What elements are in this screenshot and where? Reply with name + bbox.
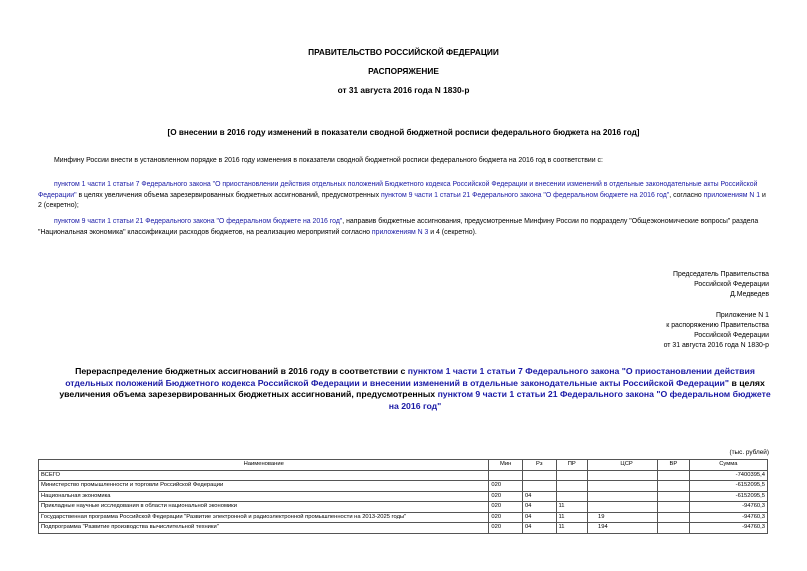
cell-sum: -94760,3 (689, 523, 767, 534)
title-text: Перераспределение бюджетных ассигнований в 2016 году в соответствии с (75, 366, 408, 376)
cell-rz: 04 (522, 512, 556, 523)
cell-pr: 11 (556, 502, 588, 513)
cell-sum: -94760,3 (689, 512, 767, 523)
paragraph-text: , направив бюджетные ассигнования, предусмотренные Минфину России по подразделу "Общеэкономические вопросы" раздела "Национальная экономика" классификации расходов бюджетов, на реализацию мероприятий согласно (38, 218, 759, 236)
cell-name: Прикладные научные исследования в области национальной экономики (39, 502, 489, 513)
table-row (39, 470, 768, 481)
col-sum-header: Сумма (689, 460, 767, 471)
cell-sum: -6152095,5 (689, 491, 767, 502)
cell-rz: 04 (522, 502, 556, 513)
signature-country: Российской Федерации (694, 281, 769, 288)
cell-min: 020 (489, 523, 523, 534)
table-row (39, 502, 768, 513)
cell-pr: 11 (556, 512, 588, 523)
cell-rz: 04 (522, 523, 556, 534)
cell-vr (658, 512, 690, 523)
cell-pr: 11 (556, 523, 588, 534)
cell-vr (658, 502, 690, 513)
cell-csr (588, 470, 658, 481)
table-header-row (39, 460, 768, 471)
col-min-header: Мин (489, 460, 523, 471)
appendix-1-link[interactable]: приложениям N 1 (703, 191, 761, 199)
appendix-ref-2: Российской Федерации (694, 332, 769, 339)
cell-pr (556, 470, 588, 481)
cell-name: ВСЕГО (39, 470, 489, 481)
paragraph-text: и 2 (секретно); (38, 191, 766, 209)
col-name-header: Наименование (39, 460, 489, 471)
document-date-number: от 31 августа 2016 года N 1830-р (337, 85, 470, 95)
appendix-date: от 31 августа 2016 года N 1830-р (663, 342, 769, 349)
budget-table (38, 459, 768, 534)
col-rz-header: Рз (522, 460, 556, 471)
paragraph-text: в целях увеличения объема зарезервированных бюджетных ассигнований, предусмотренных (76, 191, 381, 199)
appendix-number: Приложение N 1 (715, 312, 769, 319)
cell-name: Министерство промышленности и торговли Российской Федерации (39, 481, 489, 492)
cell-csr (588, 481, 658, 492)
cell-vr (658, 481, 690, 492)
cell-pr (556, 481, 588, 492)
cell-min (489, 470, 523, 481)
cell-min: 020 (489, 491, 523, 502)
col-csr-header: ЦСР (588, 460, 658, 471)
cell-vr (658, 523, 690, 534)
signature-title: Председатель Правительства (673, 271, 769, 278)
cell-sum: -7400395,4 (689, 470, 767, 481)
table-row (39, 481, 768, 492)
cell-name: Государственная программа Российской Федерации "Развитие электронной и радиоэлектронной промышленности на 2013-2025 годы" (39, 512, 489, 523)
cell-csr (588, 491, 658, 502)
law-link-article-21[interactable]: пунктом 9 части 1 статьи 21 Федерального закона "О федеральном бюджете на 2016 год" (380, 191, 670, 199)
appendix-title (55, 366, 775, 412)
cell-vr (658, 491, 690, 502)
paragraph-item-1 (38, 180, 770, 212)
cell-rz (522, 481, 556, 492)
col-vr-header: ВР (658, 460, 690, 471)
document-subject: [О внесении в 2016 году изменений в показатели сводной бюджетной росписи федерального бюджета на 2016 год] (167, 128, 640, 137)
signature-block (673, 270, 769, 300)
law-link-article-21[interactable]: пунктом 9 части 1 статьи 21 Федерального закона "О федеральном бюджете на 2016 год" (388, 389, 771, 411)
paragraph-intro: Минфину России внести в установленном порядке в 2016 году изменения в показатели сводной бюджетной росписи федерального бюджета на 2016 год в соответствии с: (54, 157, 603, 164)
cell-name: Национальная экономика (39, 491, 489, 502)
paragraph-text: и 4 (секретно). (428, 228, 477, 236)
law-link-article-21[interactable]: пунктом 9 части 1 статьи 21 Федерального закона "О федеральном бюджете на 2016 год" (54, 218, 343, 225)
cell-vr (658, 470, 690, 481)
appendix-3-link[interactable]: приложениям N 3 (371, 228, 429, 236)
cell-min: 020 (489, 502, 523, 513)
paragraph-item-2 (38, 217, 770, 238)
title-text: в целях увеличения объема зарезервированных бюджетных ассигнований, предусмотренных (59, 377, 765, 399)
appendix-ref-1: к распоряжению Правительства (666, 322, 769, 329)
paragraph-text: , согласно (669, 191, 704, 199)
table-row (39, 523, 768, 534)
government-heading: ПРАВИТЕЛЬСТВО РОССИЙСКОЙ ФЕДЕРАЦИИ (308, 47, 499, 57)
cell-rz (522, 470, 556, 481)
cell-min: 020 (489, 481, 523, 492)
cell-csr (588, 502, 658, 513)
cell-csr: 19 (588, 512, 658, 523)
signature-name: Д.Медведев (730, 291, 769, 298)
cell-sum: -94760,3 (689, 502, 767, 513)
cell-sum: -6152095,5 (689, 481, 767, 492)
cell-csr: 194 (588, 523, 658, 534)
appendix-block (664, 311, 769, 351)
col-pr-header: ПР (556, 460, 588, 471)
cell-rz: 04 (522, 491, 556, 502)
cell-min: 020 (489, 512, 523, 523)
document-type: РАСПОРЯЖЕНИЕ (368, 66, 439, 76)
cell-name: Подпрограмма "Развитие производства вычислительной техники" (39, 523, 489, 534)
table-row (39, 491, 768, 502)
law-link-article-7[interactable]: пунктом 1 части 1 статьи 7 Федерального закона "О приостановлении действия отдельных положений Бюджетного кодекса Российской Федерации и внесении изменений в отдельные законодательные акты Российской Федерации" (65, 366, 755, 388)
table-units: (тыс. рублей) (729, 449, 769, 456)
law-link-article-7[interactable]: пунктом 1 части 1 статьи 7 Федерального закона "О приостановлении действия отдельных положений Бюджетного кодекса Российской Федерации и внесении изменений в отдельные законодательные акты Российской Федерации" (38, 181, 758, 199)
cell-pr (556, 491, 588, 502)
table-row (39, 512, 768, 523)
